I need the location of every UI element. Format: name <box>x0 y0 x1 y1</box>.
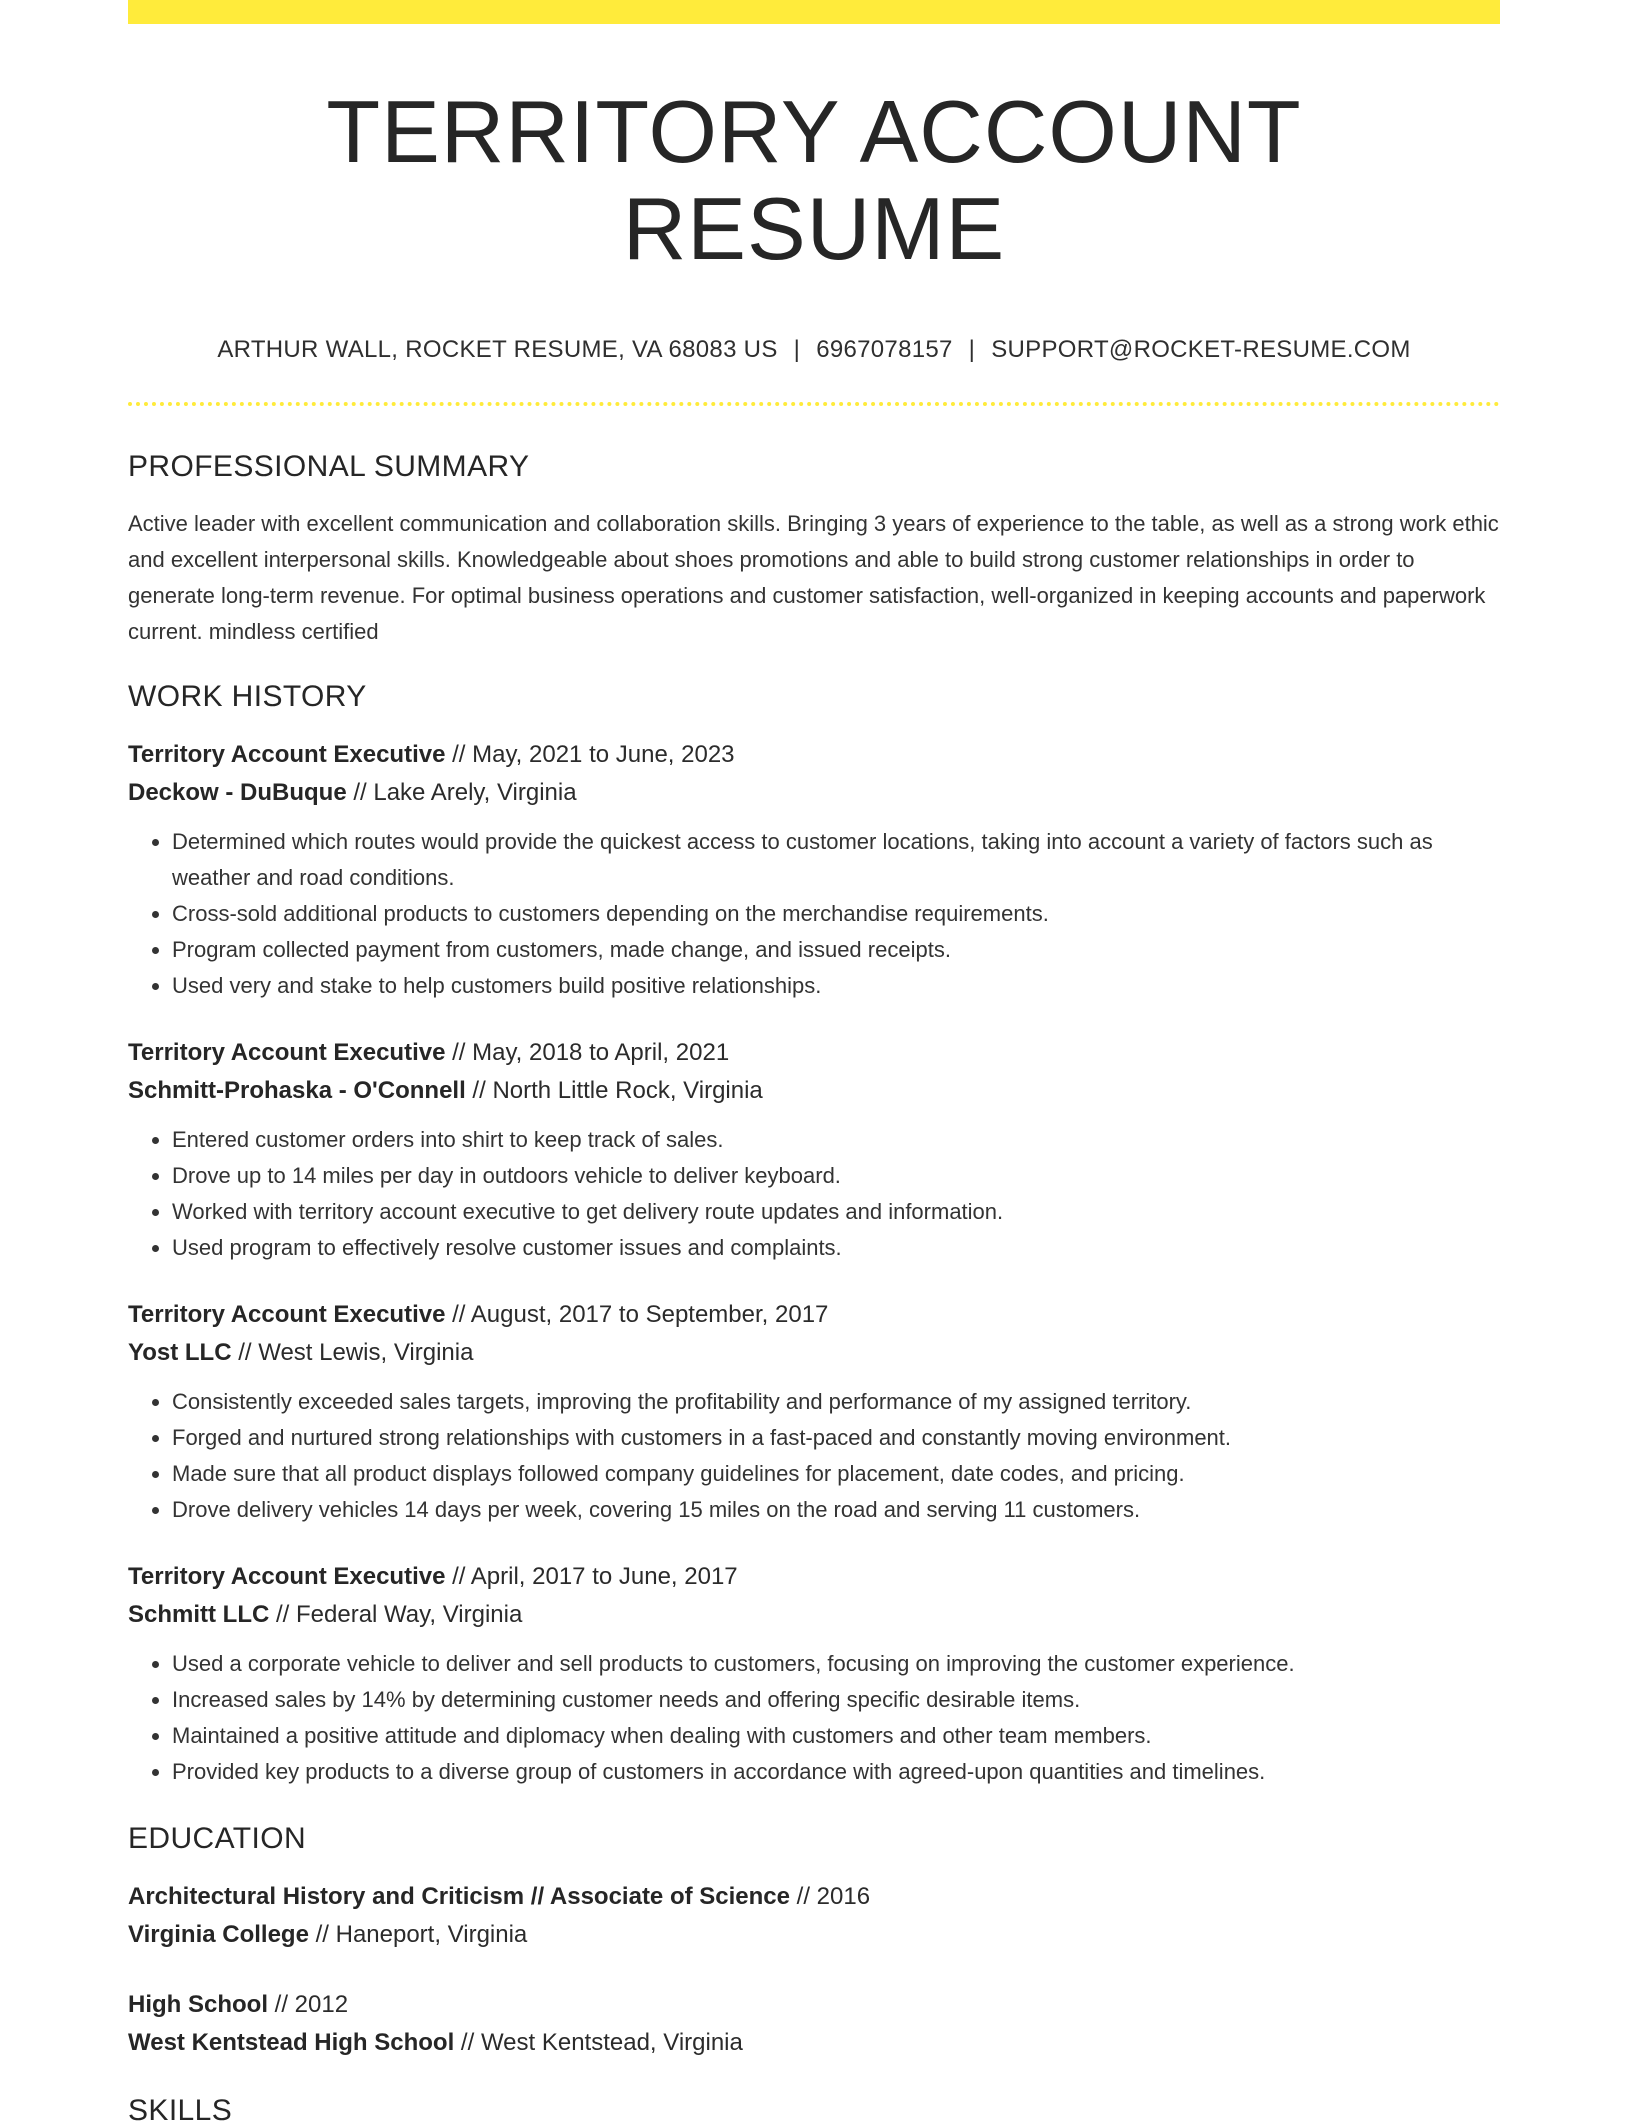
job-bullet: • Provided key products to a diverse group of customers in accordance with agreed-upon quantities and timelines. <box>172 1754 1500 1790</box>
job-bullet: • Program collected payment from customers, made change, and issued receipts. <box>172 932 1500 968</box>
job-title: Territory Account Executive <box>128 1562 446 1590</box>
job-bullet: • Increased sales by 14% by determining customer needs and offering specific desirable items. <box>172 1682 1500 1718</box>
job-bullets <box>128 1646 1500 1790</box>
job-bullet: • Made sure that all product displays followed company guidelines for placement, date codes, and pricing. <box>172 1456 1500 1492</box>
job-bullet: • Consistently exceeded sales targets, improving the profitability and performance of my assigned territory. <box>172 1384 1500 1420</box>
education-year: // 2012 <box>268 1990 349 2018</box>
work-history-heading: WORK HISTORY <box>128 679 367 713</box>
education-degree-line <box>128 1878 1500 1916</box>
job-title-line <box>128 1296 1500 1334</box>
education-school: West Kentstead High School <box>128 2028 455 2056</box>
dotted-divider <box>128 402 1500 406</box>
skills-heading: SKILLS <box>128 2093 233 2127</box>
job-title: Territory Account Executive <box>128 1300 446 1328</box>
education-location: // West Kentstead, Virginia <box>454 2028 743 2056</box>
job-entry <box>128 1034 1500 1266</box>
job-title: Territory Account Executive <box>128 1038 446 1066</box>
work-history-section <box>128 680 1500 1790</box>
job-company: Deckow - DuBuque <box>128 778 347 806</box>
job-dates: // May, 2018 to April, 2021 <box>445 1038 730 1066</box>
contact-line <box>128 336 1500 364</box>
job-company: Schmitt-Prohaska - O'Connell <box>128 1076 466 1104</box>
job-dates: // April, 2017 to June, 2017 <box>445 1562 738 1590</box>
job-bullet: • Cross-sold additional products to customers depending on the merchandise requirements. <box>172 896 1500 932</box>
job-bullets <box>128 1122 1500 1266</box>
job-bullet: • Used program to effectively resolve customer issues and complaints. <box>172 1230 1500 1266</box>
job-bullets <box>128 1384 1500 1528</box>
education-year: // 2016 <box>790 1882 871 1910</box>
contact-separator: | <box>968 335 976 363</box>
job-bullets <box>128 824 1500 1004</box>
job-bullet: • Maintained a positive attitude and diplomacy when dealing with customers and other team members. <box>172 1718 1500 1754</box>
education-section <box>128 1822 1500 2062</box>
job-company-line <box>128 1072 1500 1110</box>
job-company-line <box>128 1596 1500 1634</box>
education-degree-line <box>128 1986 1500 2024</box>
resume-content <box>128 0 1500 2128</box>
job-bullet: • Used a corporate vehicle to deliver and sell products to customers, focusing on improving the customer experience. <box>172 1646 1500 1682</box>
contact-email: SUPPORT@ROCKET-RESUME.COM <box>991 335 1411 363</box>
top-accent-bar <box>128 0 1500 24</box>
summary-text: Active leader with excellent communication and collaboration skills. Bringing 3 years of experience to the table, as well as a strong work ethic and excellent interpersonal skills. Knowledgeable about shoes promotions and able to build strong customer relationships in order to generate long-term revenue. For optimal business operations and customer satisfaction, well-organized in keeping accounts and paperwork current. mindless certified <box>128 510 1499 644</box>
contact-address: ARTHUR WALL, ROCKET RESUME, VA 68083 US <box>217 335 778 363</box>
education-school-line <box>128 1916 1500 1954</box>
skills-section <box>128 2094 1500 2128</box>
job-company: Yost LLC <box>128 1338 232 1366</box>
job-location: // West Lewis, Virginia <box>231 1338 474 1366</box>
education-location: // Haneport, Virginia <box>308 1920 528 1948</box>
job-bullet: • Forged and nurtured strong relationships with customers in a fast-paced and constantly moving environment. <box>172 1420 1500 1456</box>
education-entry <box>128 1986 1500 2062</box>
education-school-line <box>128 2024 1500 2062</box>
job-entry <box>128 1296 1500 1528</box>
job-location: // Federal Way, Virginia <box>269 1600 523 1628</box>
contact-phone: 6967078157 <box>816 335 953 363</box>
summary-section <box>128 450 1500 650</box>
job-bullet: • Drove up to 14 miles per day in outdoors vehicle to deliver keyboard. <box>172 1158 1500 1194</box>
resume-title: TERRITORY ACCOUNT RESUME <box>326 82 1302 278</box>
education-degree: High School <box>128 1990 268 2018</box>
job-dates: // August, 2017 to September, 2017 <box>445 1300 829 1328</box>
contact-separator: | <box>793 335 801 363</box>
job-title-line <box>128 736 1500 774</box>
job-title: Territory Account Executive <box>128 740 446 768</box>
job-title-line <box>128 1558 1500 1596</box>
job-company: Schmitt LLC <box>128 1600 270 1628</box>
summary-heading: PROFESSIONAL SUMMARY <box>128 449 530 483</box>
job-title-line <box>128 1034 1500 1072</box>
job-company-line <box>128 1334 1500 1372</box>
job-entry <box>128 1558 1500 1790</box>
education-heading: EDUCATION <box>128 1821 307 1855</box>
job-bullet: • Determined which routes would provide the quickest access to customer locations, taking into account a variety of factors such as weather and road conditions. <box>172 824 1500 896</box>
job-entry <box>128 736 1500 1004</box>
job-location: // Lake Arely, Virginia <box>346 778 577 806</box>
education-entry <box>128 1878 1500 1954</box>
job-bullet: • Drove delivery vehicles 14 days per week, covering 15 miles on the road and serving 11 customers. <box>172 1492 1500 1528</box>
job-location: // North Little Rock, Virginia <box>465 1076 763 1104</box>
education-degree: Architectural History and Criticism // Associate of Science <box>128 1882 790 1910</box>
job-company-line <box>128 774 1500 812</box>
job-bullet: • Entered customer orders into shirt to keep track of sales. <box>172 1122 1500 1158</box>
education-school: Virginia College <box>128 1920 309 1948</box>
job-bullet: • Worked with territory account executive to get delivery route updates and information. <box>172 1194 1500 1230</box>
job-dates: // May, 2021 to June, 2023 <box>445 740 735 768</box>
job-bullet: • Used very and stake to help customers build positive relationships. <box>172 968 1500 1004</box>
